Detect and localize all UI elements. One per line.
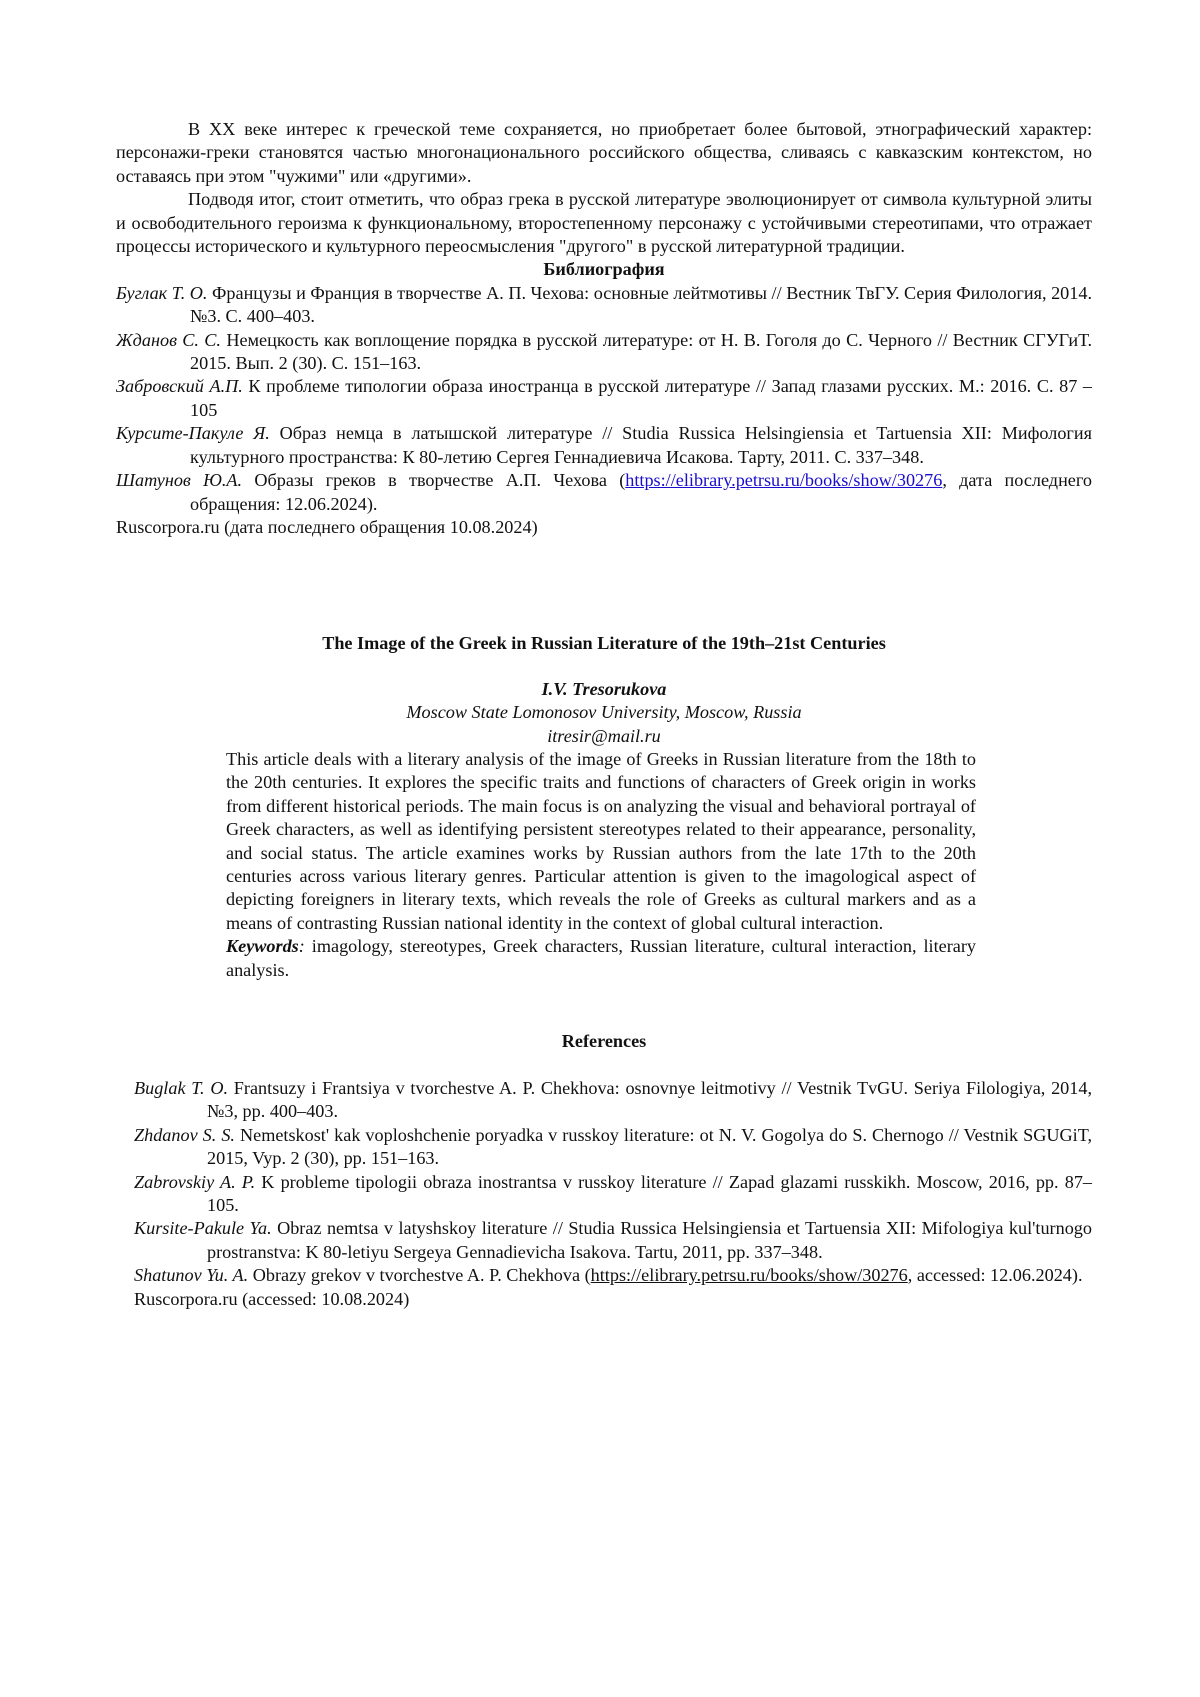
elibrary-link[interactable]: https://elibrary.petrsu.ru/books/show/30276 — [591, 1265, 908, 1285]
keywords-list: imagology, stereotypes, Greek characters, Russian literature, cultural interaction, literary analysis. — [226, 936, 976, 979]
author-block — [116, 678, 1092, 748]
ref-text: Nemetskost' kak voploshchenie poryadka v russkoy literature: ot N. V. Gogolya do S. Chernogo // Vestnik SGUGiT, 2015, Vyp. 2 (30), pp. 151–163. — [207, 1125, 1092, 1168]
bibliography-item-ruscorpora: Ruscorpora.ru (дата последнего обращения 10.08.2024) — [116, 516, 1092, 539]
reference-item-ruscorpora: Ruscorpora.ru (accessed: 10.08.2024) — [134, 1288, 1092, 1311]
intro-paragraph-1: В XX веке интерес к греческой теме сохраняется, но приобретает более бытовой, этнографический характер: персонажи-греки становятся частью многонационального российского общества, сливаясь с кавказским контекстом, но оставаясь при этом "чужими" или «другими». — [116, 118, 1092, 188]
bib-text: Образ немца в латышской литературе // Studia Russica Helsingiensia et Tartuensia XII: Мифология культурного пространства: К 80-летию Сергея Геннадиевича Исакова. Тарту, 2011. С. 337–348. — [190, 423, 1092, 466]
bib-text: , дата последнего обращения: 12.06.2024). — [190, 470, 1092, 513]
english-article-title: The Image of the Greek in Russian Literature of the 19th–21st Centuries — [116, 632, 1092, 655]
references-heading: References — [116, 1030, 1092, 1053]
bib-text: К проблеме типологии образа иностранца в русской литературе // Запад глазами русских. М.: 2016. С. 87 – 105 — [190, 376, 1092, 419]
russian-section — [116, 118, 1092, 539]
ref-text: Obrazy grekov v tvorchestve A. P. Chekhova ( — [248, 1265, 590, 1285]
abstract — [226, 748, 976, 982]
ref-text: , accessed: 12.06.2024). — [908, 1265, 1083, 1285]
ref-text: Obraz nemtsa v latyshskoy literature // Studia Russica Helsingiensia et Tartuensia XII: Mifologiya kul'turnogo prostranstva: K 80-letiyu Sergeya Gennadievicha Isakova. Tartu, 2011, pp. 337–348. — [207, 1218, 1092, 1261]
references-list — [134, 1077, 1092, 1311]
bibliography-item — [116, 469, 1092, 516]
bibliography-item — [116, 375, 1092, 422]
intro-paragraph-2: Подводя итог, стоит отметить, что образ грека в русской литературе эволюционирует от символа культурной элиты и освободительного героизма к функциональному, второстепенному персонажу с устойчивыми стереотипами, что отражает процессы исторического и культурного переосмысления "другого" в русской литературной традиции. — [116, 188, 1092, 258]
ref-author: Shatunov Yu. A. — [134, 1265, 248, 1285]
bibliography-item — [116, 422, 1092, 469]
document-page — [0, 0, 1200, 1697]
bib-author: Жданов С. С. — [116, 330, 221, 350]
bib-author: Шатунов Ю.А. — [116, 470, 242, 490]
bibliography-item — [116, 329, 1092, 376]
bib-author: Буглак Т. О. — [116, 283, 207, 303]
bib-text: Образы греков в творчестве А.П. Чехова ( — [242, 470, 625, 490]
keywords-label: Keywords — [226, 936, 299, 956]
reference-item — [134, 1217, 1092, 1264]
bibliography-heading: Библиография — [116, 258, 1092, 281]
keywords — [226, 935, 976, 982]
bib-author: Курсите-Пакуле Я. — [116, 423, 270, 443]
bibliography-item — [116, 282, 1092, 329]
reference-item — [134, 1124, 1092, 1171]
author-affiliation: Moscow State Lomonosov University, Moscow, Russia — [116, 701, 1092, 724]
bib-author: Забровский А.П. — [116, 376, 243, 396]
author-email: itresir@mail.ru — [116, 725, 1092, 748]
bib-text: Французы и Франция в творчестве А. П. Чехова: основные лейтмотивы // Вестник ТвГУ. Серия Филология, 2014. №3. С. 400–403. — [190, 283, 1092, 326]
reference-item — [134, 1264, 1092, 1287]
keywords-colon: : — [299, 936, 305, 956]
ref-author: Zabrovskiy A. P. — [134, 1172, 255, 1192]
reference-item — [134, 1171, 1092, 1218]
bib-text: Немецкость как воплощение порядка в русской литературе: от Н. В. Гоголя до С. Черного // Вестник СГУГиТ. 2015. Вып. 2 (30). С. 151–163. — [190, 330, 1092, 373]
ref-author: Buglak T. O. — [134, 1078, 228, 1098]
ref-text: K probleme tipologii obraza inostrantsa v russkoy literature // Zapad glazami russkikh. Moscow, 2016, pp. 87–105. — [207, 1172, 1092, 1215]
elibrary-link[interactable]: https://elibrary.petrsu.ru/books/show/30276 — [625, 470, 942, 490]
ref-author: Zhdanov S. S. — [134, 1125, 235, 1145]
author-name: I.V. Tresorukova — [116, 678, 1092, 701]
reference-item — [134, 1077, 1092, 1124]
ref-author: Kursite-Pakule Ya. — [134, 1218, 272, 1238]
abstract-text: This article deals with a literary analysis of the image of Greeks in Russian literature from the 18th to the 20th centuries. It explores the specific traits and functions of characters of Greek origin in works from different historical periods. The main focus is on analyzing the visual and behavioral portrayal of Greek characters, as well as identifying persistent stereotypes related to their appearance, personality, and social status. The article examines works by Russian authors from the late 17th to the 20th centuries across various literary genres. Particular attention is given to the imagological aspect of depicting foreigners in literary texts, which reveals the role of Greeks as cultural markers and as a means of contrasting Russian national identity in the context of global cultural interaction. — [226, 748, 976, 935]
ref-text: Frantsuzy i Frantsiya v tvorchestve A. P. Chekhova: osnovnye leitmotivy // Vestnik TvGU. Seriya Filologiya, 2014, №3, pp. 400–403. — [207, 1078, 1092, 1121]
